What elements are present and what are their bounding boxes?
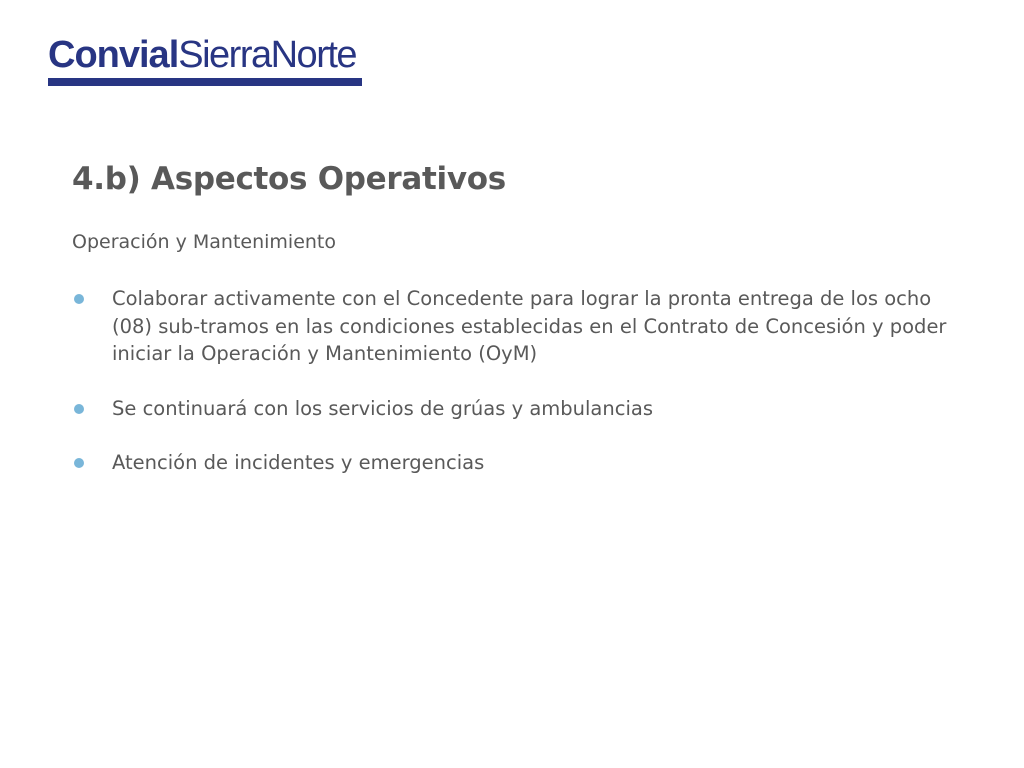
logo-text-regular: SierraNorte (178, 34, 357, 76)
logo-text (48, 36, 356, 74)
bullet-dot-icon (74, 404, 84, 414)
company-logo (48, 36, 364, 90)
bullet-list (72, 285, 972, 504)
bullet-dot-icon (74, 294, 84, 304)
bullet-item (72, 449, 972, 477)
logo-underline-bar (48, 78, 362, 86)
bullet-text: Colaborar activamente con el Concedente para lograr la pronta entrega de los ocho (08) sub-tramos en las condiciones establecidas en el Contrato de Concesión y poder iniciar la Operación y Mantenimiento (OyM) (112, 287, 947, 365)
bullet-dot-icon (74, 458, 84, 468)
slide-subtitle: Operación y Mantenimiento (72, 231, 337, 253)
bullet-text: Atención de incidentes y emergencias (112, 451, 485, 474)
logo-text-bold: Convial (48, 34, 179, 76)
bullet-item (72, 395, 972, 423)
slide-title: 4.b) Aspectos Operativos (72, 161, 506, 197)
bullet-item (72, 285, 972, 368)
bullet-text: Se continuará con los servicios de grúas y ambulancias (112, 396, 653, 420)
